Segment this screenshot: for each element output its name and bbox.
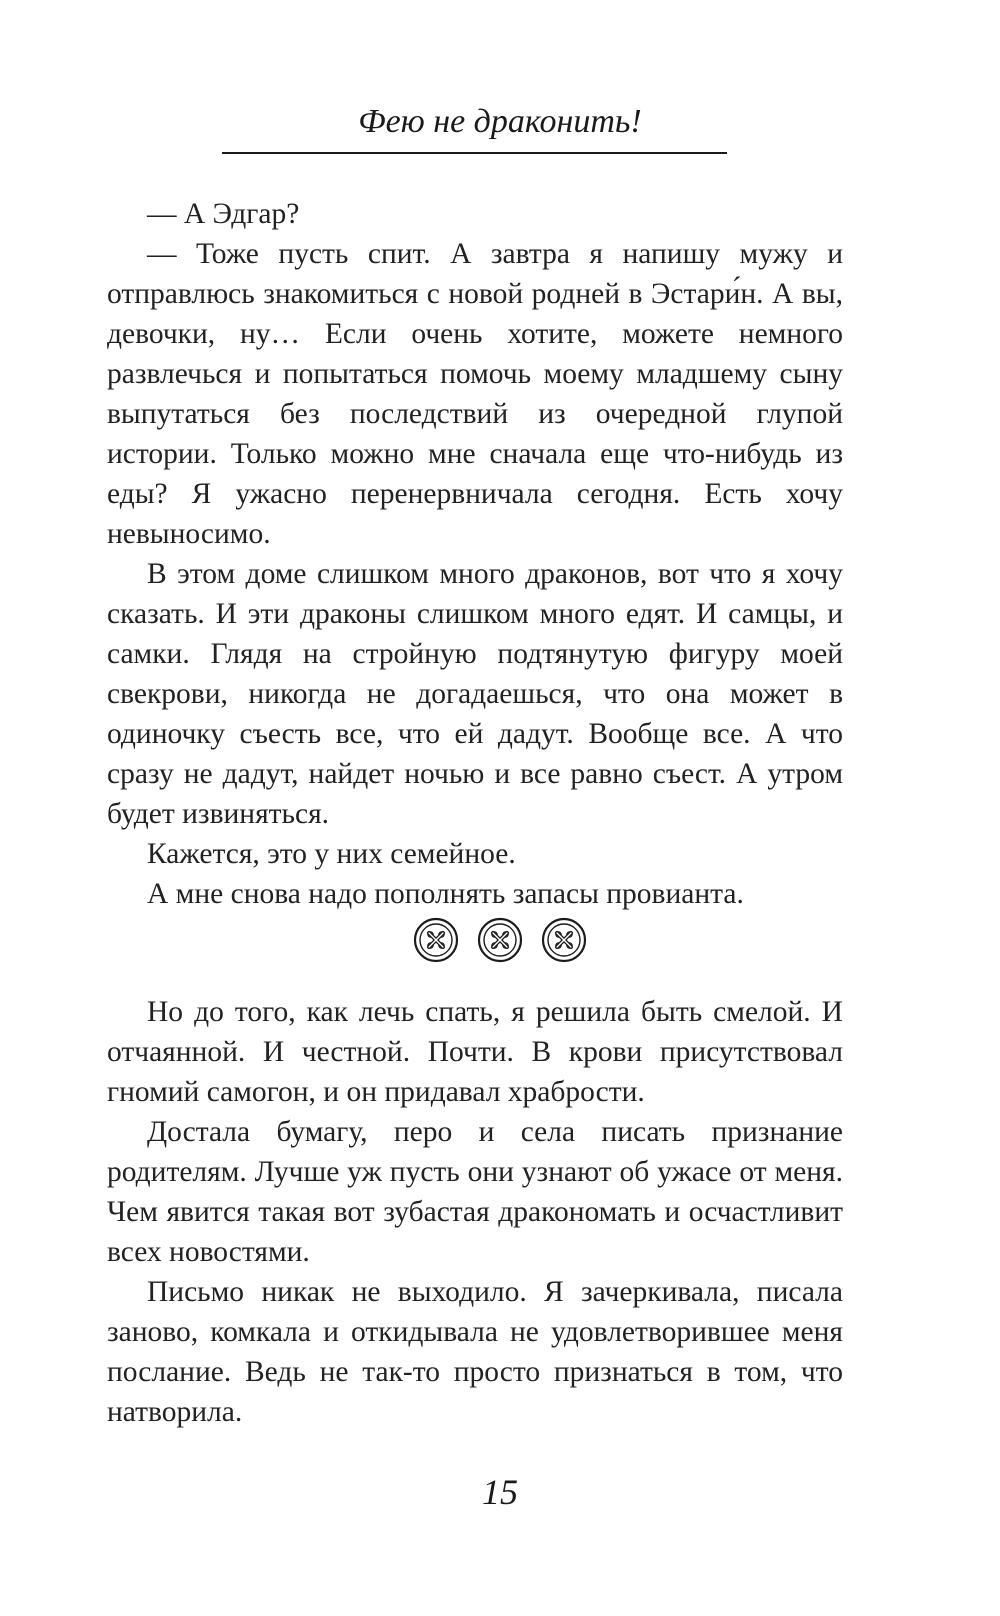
paragraph: Кажется, это у них семейное.	[147, 838, 516, 870]
section-separator	[0, 917, 1000, 967]
paragraph: Но до того, как лечь спать, я решила быть смелой. И отчаянной. И честной. Почти. В крови присутствовал гномий самогон, и он придавал храбрости.	[107, 996, 843, 1108]
paragraph: А мне снова надо пополнять запасы провианта.	[147, 878, 744, 910]
page-number: 15	[482, 1472, 518, 1512]
paragraph: — А Эдгар?	[147, 198, 300, 230]
running-title: Фею не драконить!	[358, 103, 642, 140]
button-ornament-icon	[541, 917, 587, 963]
button-ornament-icon	[477, 917, 523, 963]
paragraph: В этом доме слишком много драконов, вот что я хочу сказать. И эти драконы слишком много едят. И самцы, и самки. Глядя на стройную подтянутую фигуру моей свекрови, никогда не догадаешься, что она может в одиночку съесть все, что ей дадут. Вообще все. А что сразу не дадут, найдет ночью и все равно съест. А утром будет извиняться.	[107, 558, 843, 830]
button-ornament-icon	[413, 917, 459, 963]
paragraph: — Тоже пусть спит. А завтра я напишу мужу и отправлюсь знакомиться с новой родней в Эстари́н. А вы, девочки, ну… Если очень хотите, можете немного развлечься и попытаться помочь моему младшему сыну выпутаться без последствий из очередной глупой истории. Только можно мне сначала еще что-нибудь из еды? Я ужасно перенервничала сегодня. Есть хочу невыносимо.	[107, 238, 843, 550]
text-section-2	[107, 992, 843, 1432]
header-rule	[222, 152, 727, 154]
paragraph: Письмо никак не выходило. Я зачеркивала, писала заново, комкала и откидывала не удовлетворившее меня послание. Ведь не так-то просто признаться в том, что натворила.	[107, 1276, 843, 1428]
paragraph: Достала бумагу, перо и села писать признание родителям. Лучше уж пусть они узнают об ужасе от меня. Чем явится такая вот зубастая дракономать и осчастливит всех новостями.	[107, 1116, 843, 1268]
text-section-1	[107, 194, 843, 914]
